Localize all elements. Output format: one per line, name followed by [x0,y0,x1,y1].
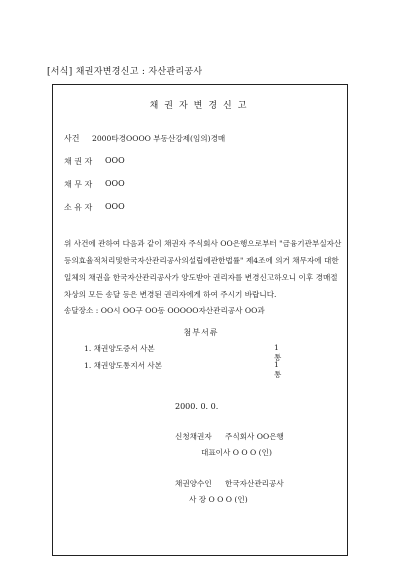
attachment-label: 1. 채권양도통지서 사본 [84,361,163,370]
debtor-value: OOO [105,179,125,188]
debtor-label: 채 무 자 [64,180,93,189]
attachment-qty: 1통 [274,343,282,362]
assignee-name: 한국자산관리공사 [225,479,284,488]
applicant-representative: 대표이사 O O O (인) [201,448,272,457]
attachment-item [84,343,282,362]
form-caption: [서식] 채권자변경신고 : 자산관리공사 [47,67,203,77]
attachment-label: 1. 채권양도증서 사본 [84,344,155,353]
applicant-name: 주식회사 OO은행 [225,432,284,441]
owner-value: OOO [105,202,125,211]
filing-date: 2000. 0. 0. [175,402,219,411]
attachments-heading: 첨부서류 [183,328,219,337]
creditor-label: 채 권 자 [64,157,93,166]
body-paragraph: 위 사건에 관하여 다음과 같이 채권자 주식회사 OO은행으로부터 "금융기관부실자산등의효율적처리및한국자산관리공사의설립에관한법률" 제4조에 의거 채무자에 대한 일체의 채권을 한국자산관리공사가 양도받아 권리자를 변경신고하오니 이후 경매절차상의 모든 송달 등은 변경된 권리자에게 하여 주시기 바랍니다. [64,239,342,299]
case-value: 2000타경OOOO 부동산강제(임의)경매 [92,134,226,143]
attachment-qty: 1통 [274,360,282,379]
applicant-title: 신청채권자 [175,432,212,441]
owner-label: 소 유 자 [64,203,93,212]
assignee-representative: 사 장 O O O (인) [189,495,248,504]
delivery-address: 송달장소 : OO시 OO구 OO동 OOOOO자산관리공사 OO과 [64,306,265,315]
creditor-value: OOO [105,156,125,165]
attachment-item [84,360,282,379]
document-title: 채권자변경신고 [149,101,253,111]
assignee-title: 채권양수인 [175,479,212,488]
case-label: 사건 [64,134,80,143]
document-frame [52,84,348,556]
